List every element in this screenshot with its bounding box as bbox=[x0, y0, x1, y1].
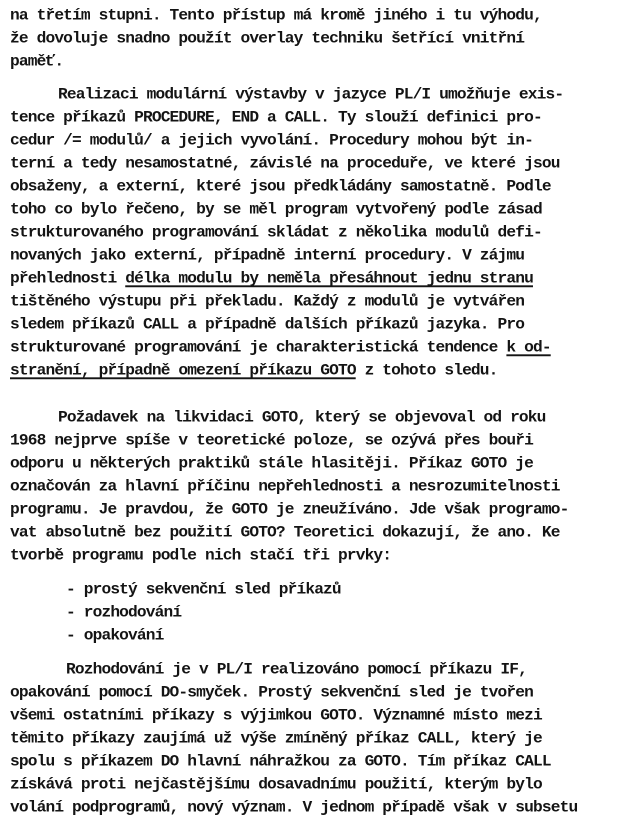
text-line: novaných jako externí, případně interní procedury. V zájmu bbox=[10, 246, 525, 265]
text-line: na třetím stupni. Tento přístup má kromě jiného i tu výhodu, bbox=[10, 6, 542, 25]
text-line: paměť. bbox=[10, 52, 64, 71]
text-segment: z tohoto sledu. bbox=[355, 361, 498, 380]
text-segment: přehlednosti bbox=[10, 269, 126, 288]
text-line: Požadavek na likvidaci GOTO, který se objevoval od roku bbox=[58, 408, 546, 427]
text-line: terní a tedy nesamostatné, závislé na proceduře, ve které jsou bbox=[10, 154, 560, 173]
text-line: obsaženy, a externí, které jsou předkládány samostatně. Podle bbox=[10, 177, 551, 196]
text-line: spolu s příkazem DO hlavní náhražkou za GOTO. Tím příkaz CALL bbox=[10, 752, 551, 771]
text-line: opakování pomocí DO-smyček. Prostý sekvenční sled je tvořen bbox=[10, 683, 533, 702]
text-line: cedur /= modulů/ a jejich vyvolání. Procedury mohou být in- bbox=[10, 131, 533, 150]
text-line: vat absolutně bez použití GOTO? Teoretici dokazují, že ano. Ke bbox=[10, 523, 560, 542]
text-line: programu. Je pravdou, že GOTO je zneužíváno. Jde však programo- bbox=[10, 500, 569, 519]
text-line: odporu u některých praktiků stále hlasitěji. Příkaz GOTO je bbox=[10, 454, 533, 473]
list-item: - rozhodování bbox=[66, 603, 182, 622]
text-line bbox=[10, 338, 551, 357]
text-line bbox=[10, 269, 533, 288]
text-line: získává proti nejčastějšímu dosavadnímu použití, kterým bylo bbox=[10, 775, 542, 794]
text-line: označován za hlavní příčinu nepřehlednosti a nesrozumitelnosti bbox=[10, 477, 560, 496]
text-line: těmito příkazy zaujímá už výše zmíněný příkaz CALL, který je bbox=[10, 729, 542, 748]
text-line: že dovoluje snadno použít overlay techniku šetřící vnitřní bbox=[10, 29, 525, 48]
text-line: všemi ostatními příkazy s výjimkou GOTO. Významné místo mezi bbox=[10, 706, 542, 725]
underlined-phrase: k od- bbox=[506, 338, 551, 357]
text-line: volání podprogramů, nový význam. V jednom případě však v subsetu bbox=[10, 798, 578, 817]
text-line: 1968 nejprve spíše v teoretické poloze, se ozývá přes bouři bbox=[10, 431, 533, 450]
text-line: toho co bylo řečeno, by se měl program vytvořený podle zásad bbox=[10, 200, 542, 219]
text-line bbox=[10, 361, 498, 380]
text-line: Rozhodování je v PL/I realizováno pomocí příkazu IF, bbox=[66, 660, 527, 679]
list-item: - opakování bbox=[66, 626, 164, 645]
underlined-phrase: stranění, případně omezení příkazu GOTO bbox=[10, 361, 356, 380]
text-line: strukturovaného programování skládat z několika modulů defi- bbox=[10, 223, 542, 242]
text-line: Realizaci modulární výstavby v jazyce PL/I umožňuje exis- bbox=[58, 85, 564, 104]
text-segment: strukturované programování je charakteristická tendence bbox=[10, 338, 507, 357]
text-line: tištěného výstupu při překladu. Každý z modulů je vytvářen bbox=[10, 292, 525, 311]
underlined-phrase: délka modulu by neměla přesáhnout jednu stranu bbox=[125, 269, 533, 288]
text-line: tence příkazů PROCEDURE, END a CALL. Ty slouží definici pro- bbox=[10, 108, 542, 127]
text-line: tvorbě programu podle nich stačí tři prvky: bbox=[10, 546, 392, 565]
list-item: - prostý sekvenční sled příkazů bbox=[66, 580, 341, 599]
text-line: sledem příkazů CALL a případně dalších příkazů jazyka. Pro bbox=[10, 315, 525, 334]
